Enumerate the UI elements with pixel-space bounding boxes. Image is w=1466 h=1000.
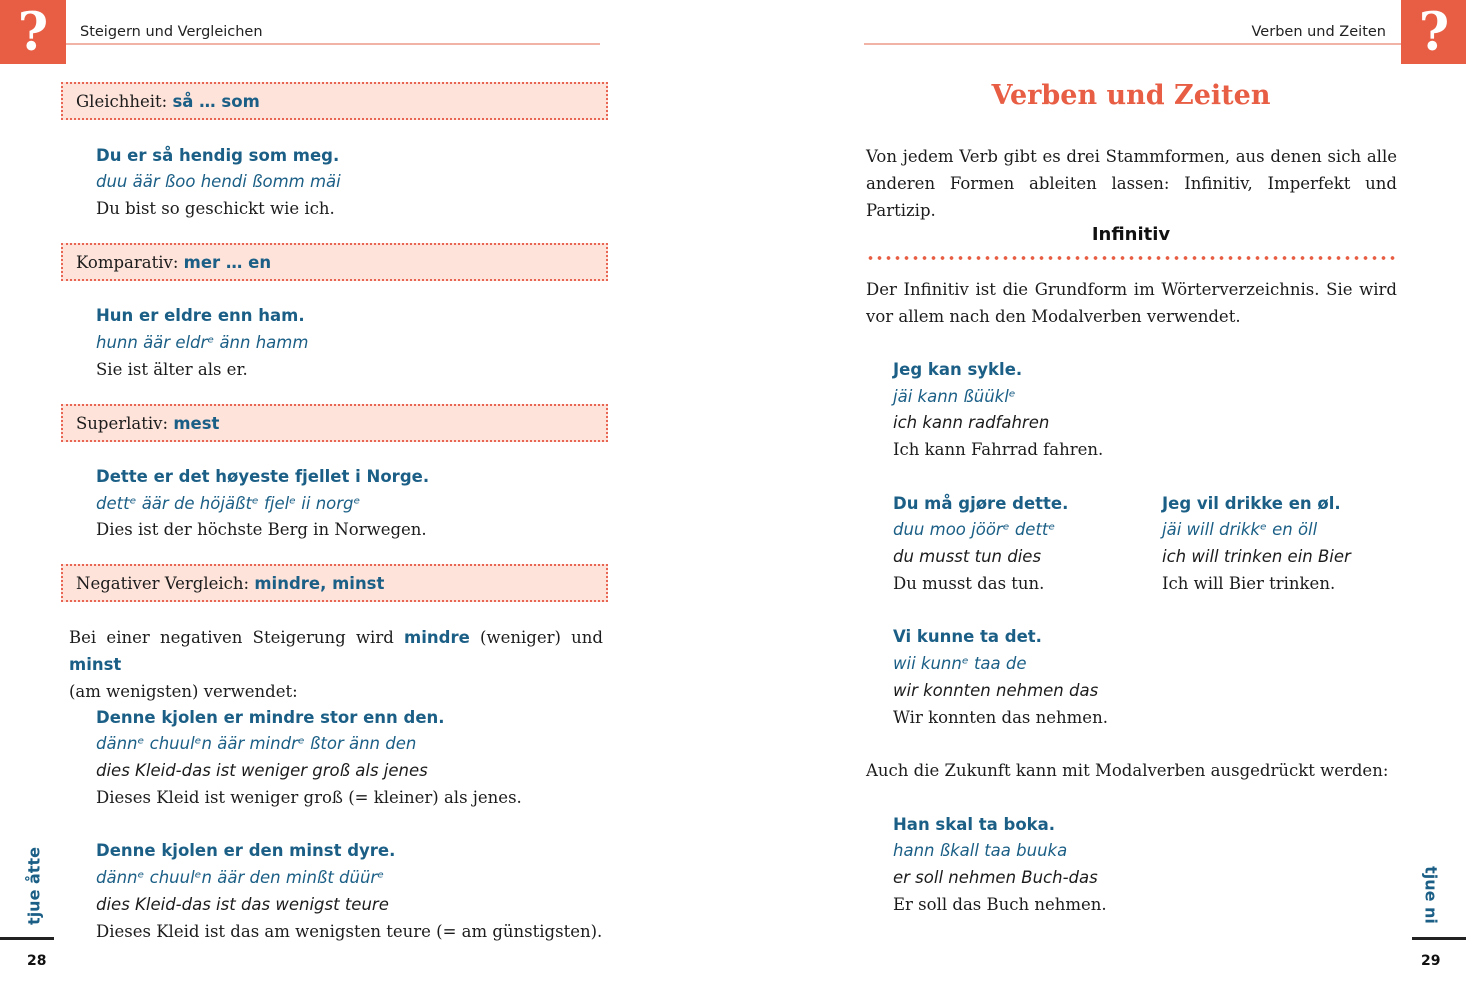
footer-rule (1412, 937, 1466, 940)
norwegian-sentence: Denne kjolen er mindre stor enn den. (96, 708, 445, 727)
phonetic-transcription: jäi kann ßüüklᵉ (893, 387, 1016, 406)
literal-translation: wir konnten nehmen das (893, 681, 1099, 700)
norwegian-sentence: Jeg vil drikke en øl. (1162, 494, 1341, 513)
rule-label: Negativer Vergleich: (76, 573, 250, 593)
dotted-rule (866, 255, 1398, 261)
page-number: 28 (27, 953, 47, 969)
rule-label: Superlativ: (76, 413, 169, 433)
explanation-paragraph (69, 624, 603, 705)
rule-keyword: mest (173, 413, 220, 433)
norwegian-sentence: Denne kjolen er den minst dyre. (96, 841, 396, 860)
rule-label: Komparativ: (76, 252, 179, 272)
question-mark-badge: ? (1401, 0, 1466, 64)
german-translation: Wir konnten das nehmen. (893, 708, 1108, 727)
german-translation: Ich kann Fahrrad fahren. (893, 440, 1104, 459)
footer-rule (0, 937, 54, 940)
rule-keyword: mindre, minst (254, 573, 385, 593)
phonetic-transcription: duu äär ßoo hendi ßomm mäi (96, 172, 341, 191)
norwegian-sentence: Du er så hendig som meg. (96, 146, 340, 165)
rule-label: Gleichheit: (76, 91, 168, 111)
norwegian-sentence: Jeg kan sykle. (893, 360, 1023, 379)
literal-translation: er soll nehmen Buch-das (893, 868, 1098, 887)
norwegian-sentence: Han skal ta boka. (893, 815, 1056, 834)
german-translation: Dies ist der höchste Berg in Norwegen. (96, 520, 427, 539)
literal-translation: ich will trinken ein Bier (1162, 547, 1351, 566)
running-head-rule (66, 43, 600, 45)
question-mark-badge: ? (0, 0, 66, 64)
rule-keyword: så … som (172, 91, 260, 111)
infinitiv-paragraph: Der Infinitiv ist die Grundform im Wörterverzeichnis. Sie wird vor allem nach den Modalverben verwendet. (866, 280, 1397, 326)
phonetic-transcription: wii kunnᵉ taa de (893, 654, 1027, 673)
page-number: 29 (1421, 953, 1441, 969)
rule-box-gleichheit (61, 82, 608, 120)
literal-translation: dies Kleid-das ist das wenigst teure (96, 895, 389, 914)
german-translation: Er soll das Buch nehmen. (893, 895, 1107, 914)
paragraph-text: Bei einer negativen Steigerung wird (69, 628, 405, 647)
paragraph-text: (am wenigsten) verwendet: (69, 682, 298, 701)
literal-translation: dies Kleid-das ist weniger groß als jenes (96, 761, 428, 780)
rule-keyword: mer … en (183, 252, 272, 272)
norwegian-sentence: Du må gjøre dette. (893, 494, 1069, 513)
paragraph-keyword: minst (69, 655, 122, 674)
german-translation: Du bist so geschickt wie ich. (96, 199, 335, 218)
phonetic-transcription: hann ßkall taa buuka (893, 841, 1068, 860)
side-page-label: tjue ni (1421, 866, 1441, 924)
side-page-label: tjue åtte (24, 847, 44, 925)
literal-translation: du musst tun dies (893, 547, 1042, 566)
phonetic-transcription: dännᵉ chuulᵉn äär den minßt düürᵉ (96, 868, 385, 887)
phonetic-transcription: dettᵉ äär de höjäßtᵉ fjelᵉ ii norgᵉ (96, 494, 361, 513)
section-heading: Infinitiv (1091, 224, 1171, 245)
running-head-rule (864, 43, 1401, 45)
rule-box-superlativ (61, 404, 608, 442)
norwegian-sentence: Vi kunne ta det. (893, 627, 1042, 646)
german-translation: Ich will Bier trinken. (1162, 574, 1336, 593)
page-title: Verben und Zeiten (991, 80, 1271, 111)
literal-translation: ich kann radfahren (893, 413, 1050, 432)
intro-paragraph: Von jedem Verb gibt es drei Stammformen, aus denen sich alle anderen Formen ableiten lassen: Infinitiv, Imperfekt und Partizip. (866, 147, 1397, 220)
norwegian-sentence: Hun er eldre enn ham. (96, 306, 305, 325)
running-head: Steigern und Vergleichen (80, 24, 263, 40)
running-head: Verben und Zeiten (1251, 24, 1386, 40)
norwegian-sentence: Dette er det høyeste fjellet i Norge. (96, 467, 430, 486)
german-translation: Dieses Kleid ist weniger groß (= kleiner) als jenes. (96, 788, 522, 807)
rule-box-komparativ (61, 243, 608, 281)
phonetic-transcription: dännᵉ chuulᵉn äär mindrᵉ ßtor änn den (96, 734, 417, 753)
german-translation: Dieses Kleid ist das am wenigsten teure (= am günstigsten). (96, 922, 603, 941)
rule-box-negativer-vergleich (61, 564, 608, 602)
paragraph-keyword: mindre (404, 628, 470, 647)
paragraph-text: (weniger) und (469, 628, 603, 647)
future-paragraph: Auch die Zukunft kann mit Modalverben ausgedrückt werden: (866, 761, 1389, 780)
phonetic-transcription: hunn äär eldrᵉ änn hamm (96, 333, 309, 352)
german-translation: Sie ist älter als er. (96, 360, 248, 379)
german-translation: Du musst das tun. (893, 574, 1045, 593)
phonetic-transcription: duu moo jöörᵉ dettᵉ (893, 520, 1056, 539)
phonetic-transcription: jäi will drikkᵉ en öll (1162, 520, 1318, 539)
